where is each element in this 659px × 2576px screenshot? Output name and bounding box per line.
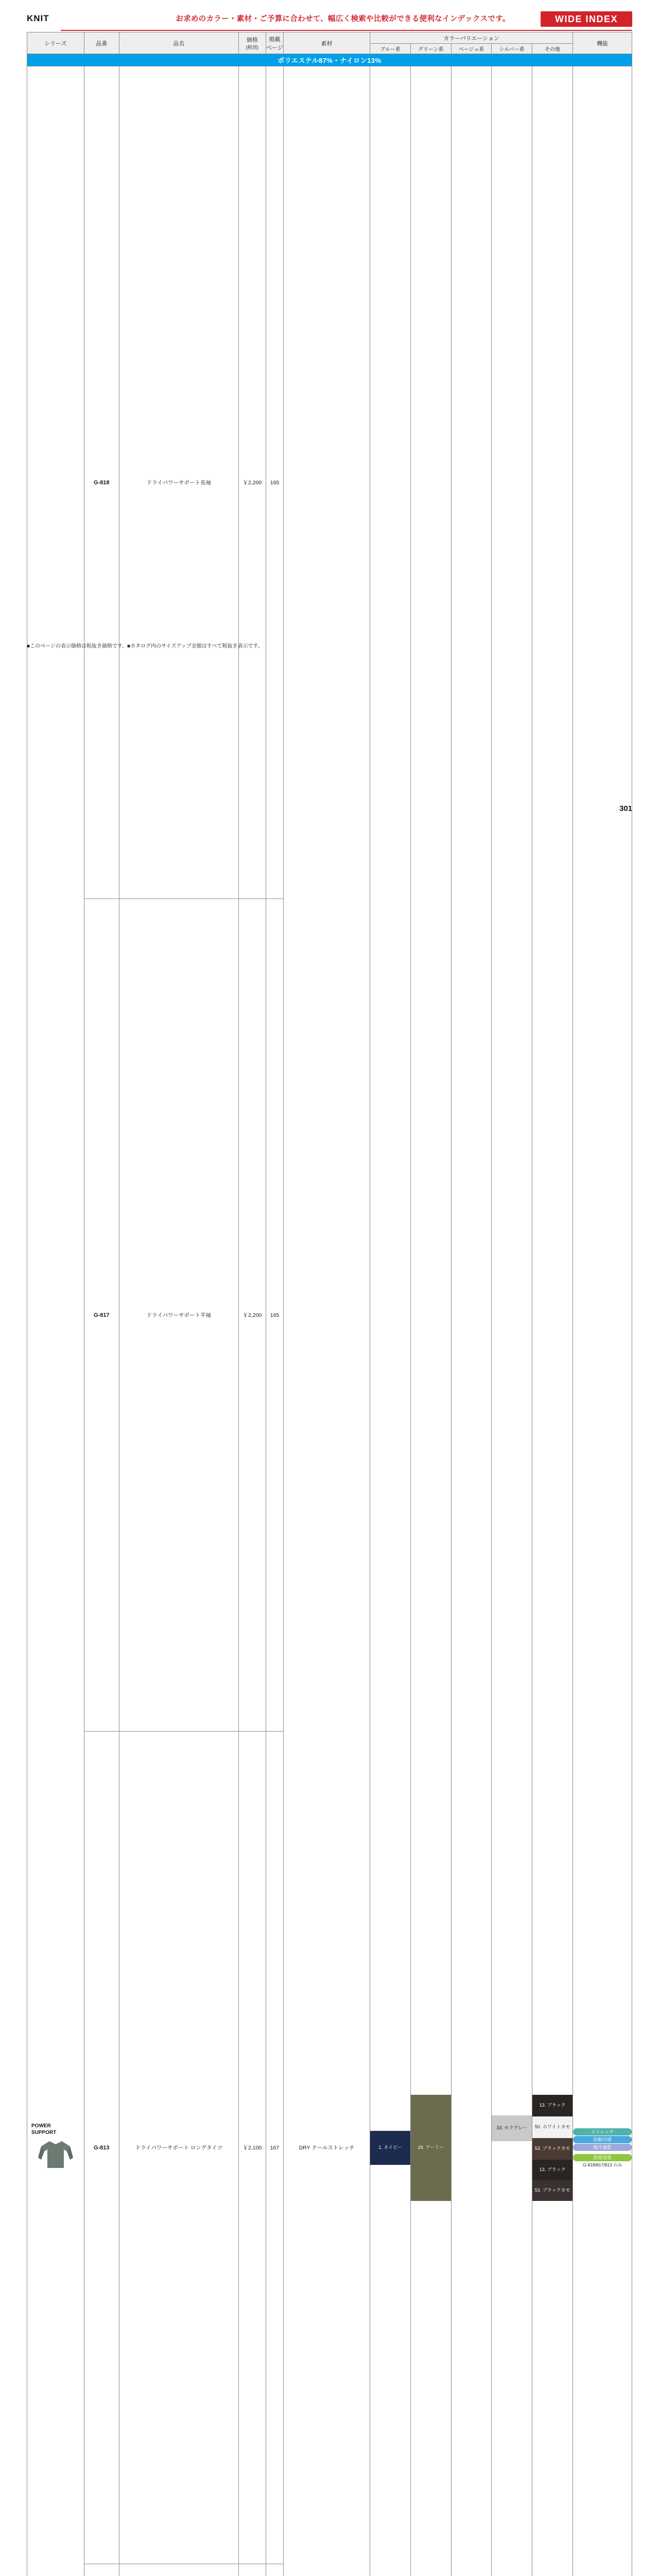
col-page-sub: ページ (266, 45, 283, 51)
color-cell-silver (492, 66, 532, 2576)
col-function: 機能 (573, 32, 632, 54)
product-code: G-818 (84, 66, 119, 899)
color-cell-blue (370, 66, 411, 2576)
swatch-label: 1. ネイビー (378, 2145, 402, 2150)
series-label-line1: POWER (27, 2123, 84, 2129)
color-cell-beige (451, 66, 492, 2576)
col-price-sub: (税別) (246, 45, 258, 50)
col-page-main: 掲載 (269, 37, 281, 43)
color-cell-green (410, 66, 451, 2576)
catalog-page (0, 0, 659, 833)
col-name: 品名 (119, 32, 238, 54)
tag-stretch: ストレッチ (573, 2128, 632, 2136)
product-material: DRY クールストレッチ (284, 66, 370, 2576)
product-page: 165 (266, 66, 284, 899)
product-price: ￥2,100 (238, 1732, 266, 2564)
col-material: 素材 (284, 32, 370, 54)
page-title: KNIT (27, 13, 49, 24)
product-page: 165 (266, 899, 284, 1732)
color-cell-other (532, 66, 573, 2576)
tag-deodorant: 消臭効果 (573, 2154, 632, 2161)
swatch-label: 13. ブラック (540, 2103, 566, 2108)
col-price (238, 32, 266, 54)
header-banner-text: お求めのカラー・素材・ご予算に合わせて、幅広く検索や比較ができる便利なインデックスです。 (163, 12, 523, 26)
swatch-label: 53. ブラックカモ (535, 2146, 570, 2151)
wide-index-badge: WIDE INDEX (541, 11, 632, 27)
col-price-main: 価格 (247, 37, 258, 43)
product-name (119, 2564, 238, 2576)
footnote: ■このページの表示価格は税抜き価格です。■カタログ内のサイズアップ金額はすべて税抜き表示です。 (27, 641, 263, 649)
col-series: シリーズ (27, 32, 84, 54)
table-header-row-1 (27, 32, 632, 44)
swatch-label: 33. モクグレー (496, 2125, 527, 2130)
product-name: ドライパワーサポート長袖 (119, 66, 238, 899)
product-name: ドライパワーサポート半袖 (119, 899, 238, 1732)
col-green: グリーン系 (410, 44, 451, 54)
product-price: ￥2,200 (238, 66, 266, 899)
product-thumbnail (34, 2137, 77, 2171)
tag-sweat: 吸汗速乾 (573, 2144, 632, 2151)
col-page (266, 32, 284, 54)
product-page: 167 (266, 1732, 284, 2564)
series-cell-power-support (27, 66, 84, 2576)
section-bar-1 (27, 54, 632, 66)
product-page (266, 2564, 284, 2576)
product-price: ￥2,200 (238, 899, 266, 1732)
product-index-table (27, 32, 632, 2576)
product-name: ドライパワーサポート ロングタイツ (119, 1732, 238, 2564)
section-title-1: ポリエステル87%・ナイロン13% (27, 54, 632, 66)
page-number: 301 (619, 804, 632, 813)
swatch-label: 13. ブラック (540, 2167, 566, 2172)
product-price (238, 2564, 266, 2576)
col-other: その他 (532, 44, 573, 54)
col-color-variation: カラーバリエーション (370, 32, 573, 44)
swatch-label: 50. ホワイトカモ (535, 2124, 570, 2129)
col-code: 品番 (84, 32, 119, 54)
function-cell (573, 66, 632, 2576)
col-beige: ベージュ系 (451, 44, 492, 54)
swatch-label: 53. ブラックカモ (535, 2188, 570, 2193)
series-label-line2: SUPPORT (27, 2129, 84, 2136)
swatch-label: 29. アーミー (418, 2145, 444, 2150)
col-blue: ブルー系 (370, 44, 411, 54)
table-row (27, 66, 632, 899)
product-code: G-813 (84, 1732, 119, 2564)
col-silver: シルバー系 (492, 44, 532, 54)
function-note: G-818/817/813 のみ (583, 2162, 622, 2167)
product-code (84, 2564, 119, 2576)
tag-cooling: 接触冷感 (573, 2136, 632, 2143)
product-code: G-817 (84, 899, 119, 1732)
header-rule (61, 30, 632, 31)
